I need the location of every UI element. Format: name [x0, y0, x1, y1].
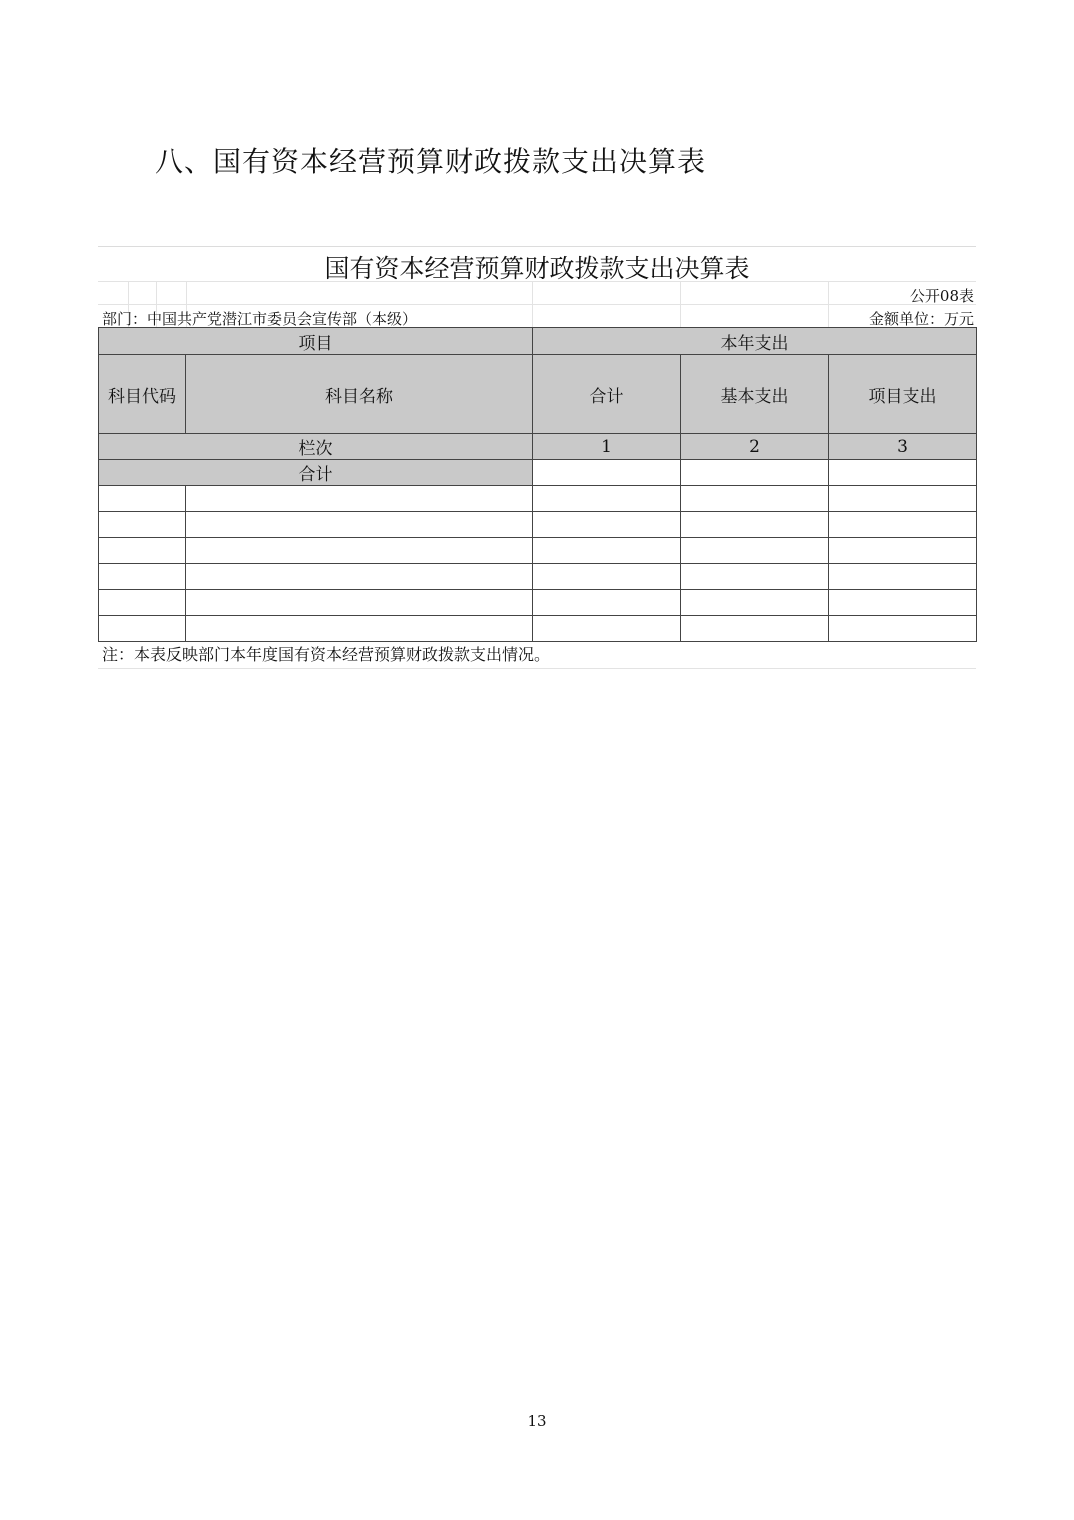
header-row-1	[99, 328, 977, 355]
subject-code-cell	[99, 512, 186, 538]
total-row-basic-cell	[681, 460, 829, 486]
table-row	[99, 538, 977, 564]
subject-code-cell	[99, 616, 186, 642]
basic-expense-header: 基本支出	[681, 355, 829, 434]
subject-name-header: 科目名称	[186, 355, 533, 434]
basic-expense-cell	[681, 616, 829, 642]
table-row	[99, 564, 977, 590]
header-row-2	[99, 355, 977, 434]
column-number-1: 1	[533, 434, 681, 460]
subject-code-cell	[99, 590, 186, 616]
subject-name-cell	[186, 512, 533, 538]
total-cell	[533, 564, 681, 590]
subject-name-cell	[186, 564, 533, 590]
basic-expense-cell	[681, 564, 829, 590]
total-row-label: 合计	[99, 460, 533, 486]
column-number-2: 2	[681, 434, 829, 460]
department-label: 部门：中国共产党潜江市委员会宣传部（本级）	[102, 310, 418, 328]
table-row	[99, 590, 977, 616]
form-code: 公开08表	[909, 287, 974, 305]
expense-table	[98, 327, 977, 642]
project-expense-cell	[829, 512, 977, 538]
basic-expense-cell	[681, 590, 829, 616]
total-header: 合计	[533, 355, 681, 434]
table-row	[99, 512, 977, 538]
project-expense-cell	[829, 538, 977, 564]
grid-line	[532, 281, 533, 327]
total-cell	[533, 538, 681, 564]
total-row	[99, 460, 977, 486]
total-row-total-cell	[533, 460, 681, 486]
project-expense-header: 项目支出	[829, 355, 977, 434]
column-number-row	[99, 434, 977, 460]
column-index-label: 栏次	[99, 434, 533, 460]
subject-name-cell	[186, 538, 533, 564]
table-header-area	[98, 246, 976, 327]
subject-code-cell	[99, 538, 186, 564]
table-row	[99, 616, 977, 642]
basic-expense-cell	[681, 538, 829, 564]
basic-expense-cell	[681, 486, 829, 512]
subject-code-header: 科目代码	[99, 355, 186, 434]
total-cell	[533, 590, 681, 616]
table-title: 国有资本经营预算财政拨款支出决算表	[324, 254, 750, 283]
subject-name-cell	[186, 616, 533, 642]
project-expense-cell	[829, 616, 977, 642]
budget-table-sheet	[98, 246, 976, 669]
grid-line	[680, 281, 681, 327]
project-expense-cell	[829, 486, 977, 512]
current-year-expense-header: 本年支出	[533, 328, 977, 355]
unit-label: 金额单位：万元	[868, 310, 974, 328]
page-number: 13	[527, 1412, 547, 1430]
subject-name-cell	[186, 590, 533, 616]
grid-line	[828, 281, 829, 327]
total-cell	[533, 512, 681, 538]
total-row-project-cell	[829, 460, 977, 486]
project-expense-cell	[829, 590, 977, 616]
total-cell	[533, 486, 681, 512]
grid-line	[98, 304, 976, 305]
subject-code-cell	[99, 486, 186, 512]
table-note: 注：本表反映部门本年度国有资本经营预算财政拨款支出情况。	[98, 642, 976, 669]
subject-code-cell	[99, 564, 186, 590]
project-expense-cell	[829, 564, 977, 590]
subject-name-cell	[186, 486, 533, 512]
basic-expense-cell	[681, 512, 829, 538]
column-number-3: 3	[829, 434, 977, 460]
total-cell	[533, 616, 681, 642]
section-heading: 八、国有资本经营预算财政拨款支出决算表	[155, 145, 707, 178]
project-header: 项目	[99, 328, 533, 355]
table-row	[99, 486, 977, 512]
